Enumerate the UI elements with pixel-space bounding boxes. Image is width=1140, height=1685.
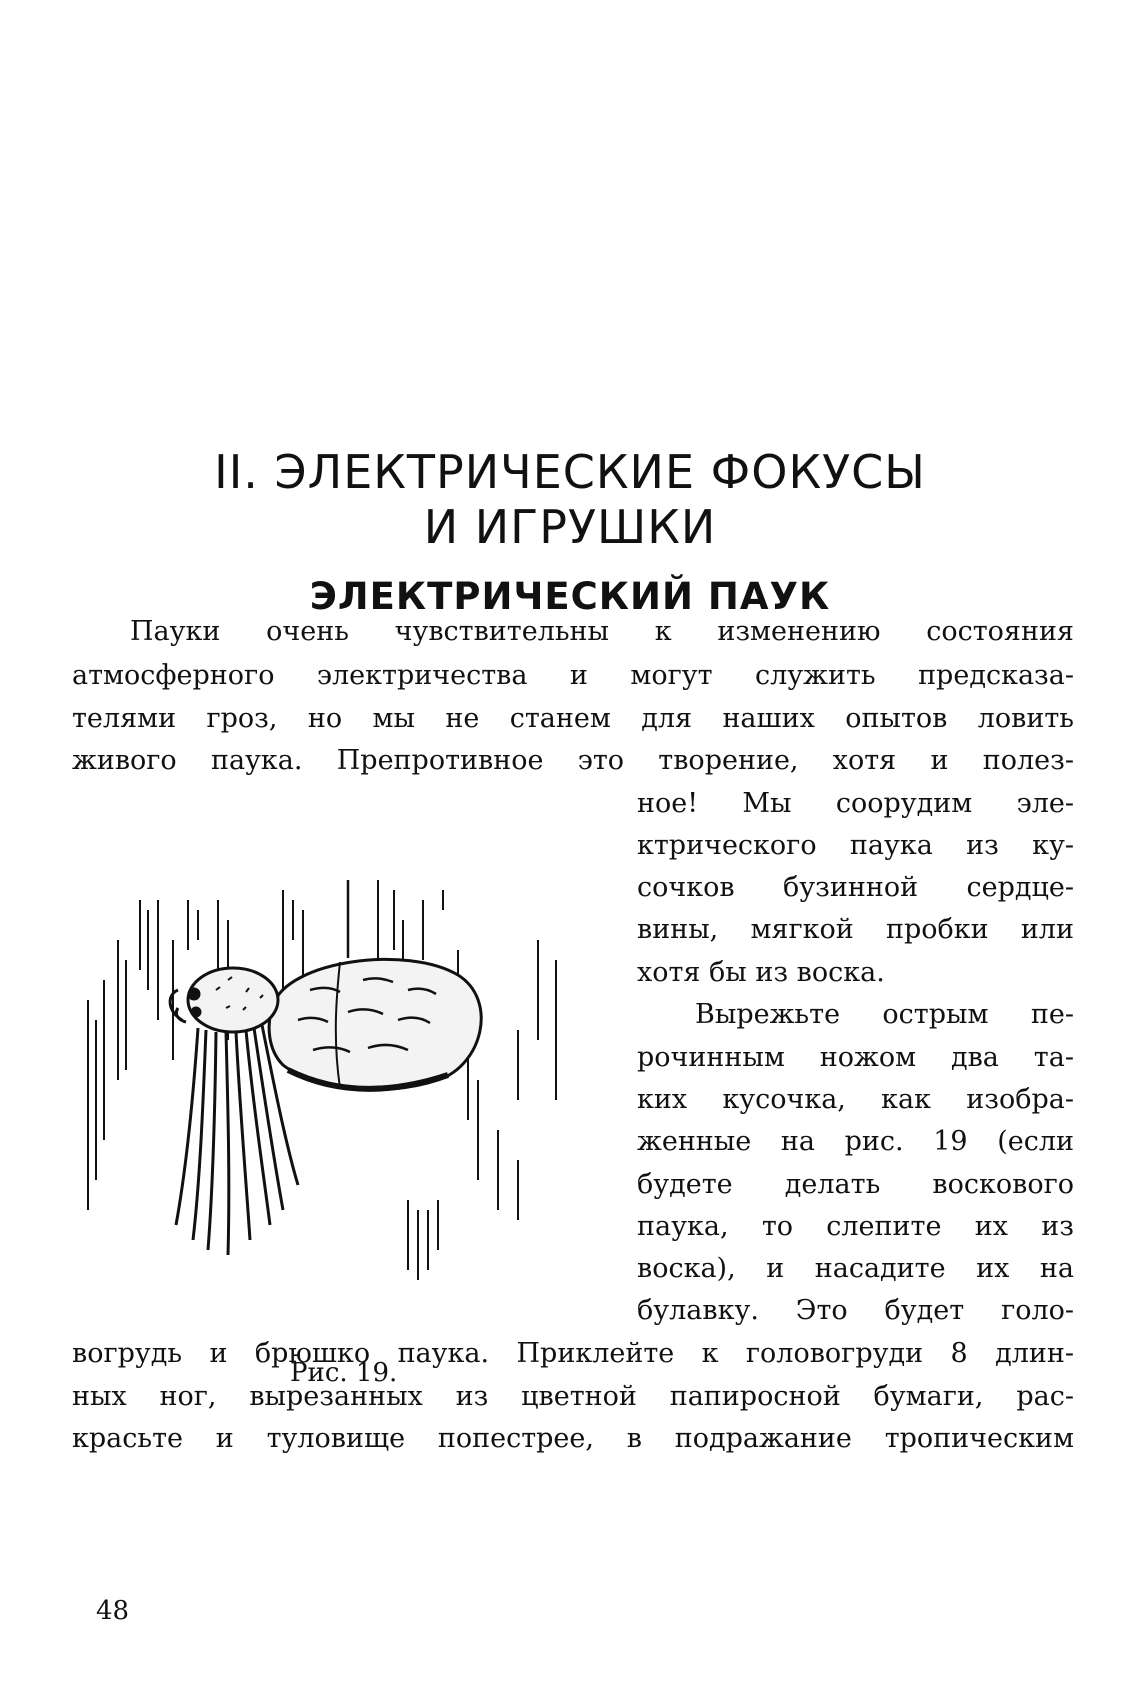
- figure-caption: Рис. 19.: [290, 1358, 398, 1388]
- spider-illustration: [78, 880, 578, 1350]
- text-line: сочков бузинной сердце-: [637, 872, 1074, 903]
- text-line: вогрудь и брюшко паука. Приклейте к головогруди 8 длин-: [72, 1338, 1074, 1369]
- text-line: ных ног, вырезанных из цветной папиросной бумаги, рас-: [72, 1381, 1074, 1412]
- chapter-title-line-1: II. ЭЛЕКТРИЧЕСКИЕ ФОКУСЫ: [214, 445, 926, 499]
- text-line: воска), и насадите их на: [637, 1253, 1074, 1284]
- spider: [170, 880, 481, 1255]
- text-line: ное! Мы соорудим эле-: [637, 788, 1074, 819]
- text-line: хотя бы из воска.: [637, 957, 885, 988]
- page-number: 48: [96, 1596, 130, 1626]
- text-line: булавку. Это будет голо-: [637, 1295, 1074, 1326]
- text-line: Вырежьте острым пе-: [695, 999, 1074, 1030]
- text-line: живого паука. Препротивное это творение, хотя и полез-: [72, 745, 1074, 776]
- text-line: рочинным ножом два та-: [637, 1042, 1074, 1073]
- text-line: атмосферного электричества и могут служить предсказа-: [72, 660, 1074, 691]
- text-line: ких кусочка, как изобра-: [637, 1084, 1074, 1115]
- text-line: красьте и туловище попестрее, в подражание тропическим: [72, 1423, 1074, 1454]
- text-line: ктрического паука из ку-: [637, 830, 1074, 861]
- text-line: вины, мягкой пробки или: [637, 914, 1074, 945]
- text-line: Пауки очень чувствительны к изменению состояния: [130, 616, 1074, 647]
- chapter-title-line-2: И ИГРУШКИ: [423, 500, 717, 554]
- text-line: паука, то слепите их из: [637, 1211, 1074, 1242]
- section-title: ЭЛЕКТРИЧЕСКИЙ ПАУК: [309, 575, 831, 618]
- text-line: женные на рис. 19 (если: [637, 1126, 1074, 1157]
- text-line: телями гроз, но мы не станем для наших опытов ловить: [72, 703, 1074, 734]
- text-line: будете делать воскового: [637, 1169, 1074, 1200]
